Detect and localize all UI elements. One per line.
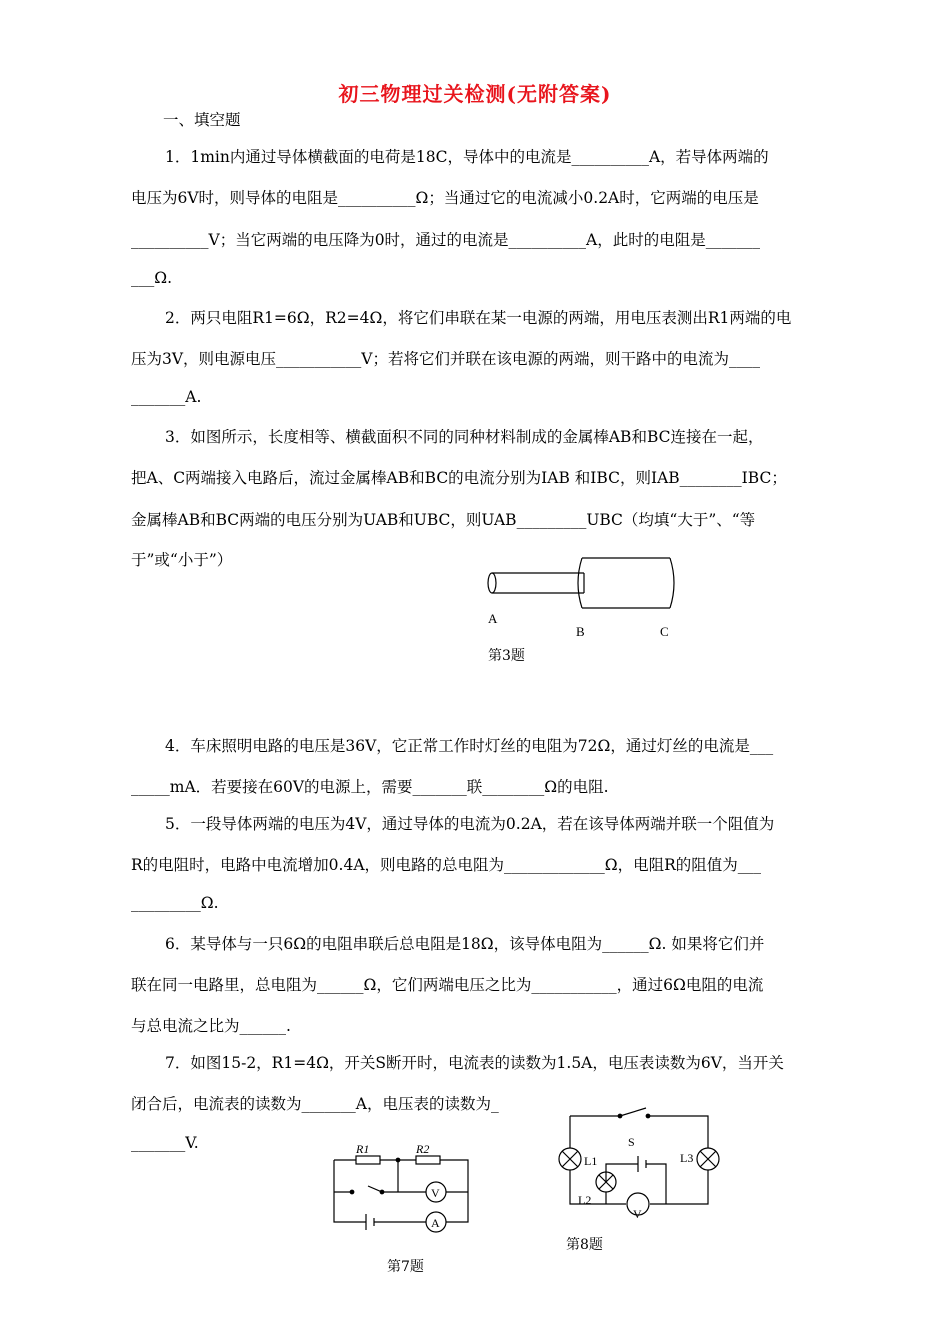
figure-8-caption: 第8题 (566, 1237, 603, 1253)
q1-line-3: __________V；当它两端的电压降为0时，通过的电流是__________A，此时的电阻是_______ (131, 231, 761, 249)
page-title: 初三物理过关检测(无附答案) (338, 82, 612, 106)
ammeter-label: A (431, 1216, 440, 1230)
section-heading: 一、填空题 (163, 111, 241, 129)
label-a: A (488, 611, 498, 626)
q3-line-2: 把A、C两端接入电路后，流过金属棒AB和BC的电流分别为IAB 和IBC，则IAB________IBC； (131, 469, 787, 487)
figure-7-circuit (328, 1140, 478, 1240)
q7-line-2: 闭合后，电流表的读数为_______A，电压表的读数为_ (131, 1095, 499, 1113)
q3-line-4: 于”或“小于”） (131, 551, 233, 569)
q1-line-2: 电压为6V时，则导体的电阻是__________Ω；当通过它的电流减小0.2A时，它两端的电压是 (131, 189, 759, 207)
q3-line-1: 3．如图所示，长度相等、横截面积不同的同种材料制成的金属棒AB和BC连接在一起， (165, 428, 764, 446)
figure-3-rods (484, 552, 684, 639)
r1-label: R1 (356, 1142, 370, 1156)
q4-line-2: _____mA．若要接在60V的电源上，需要_______联________Ω的电阻. (131, 778, 609, 796)
q2-line-2: 压为3V，则电源电压___________V；若将它们并联在该电源的两端，则干路中的电流为____ (131, 350, 761, 368)
q4-line-1: 4．车床照明电路的电压是36V，它正常工作时灯丝的电阻为72Ω，通过灯丝的电流是___ (165, 737, 774, 755)
q6-line-1: 6．某导体与一只6Ω的电阻串联后总电阻是18Ω，该导体电阻为______Ω. 如果将它们并 (165, 935, 765, 953)
voltmeter-label: V (431, 1186, 440, 1200)
q2-line-3: _______A. (131, 388, 202, 406)
q7-line-1: 7．如图15-2，R1=4Ω，开关S断开时，电流表的读数为1.5A，电压表读数为6V，当开关 (165, 1054, 784, 1072)
q5-line-3: _________Ω. (131, 894, 219, 912)
q3-line-3: 金属棒AB和BC两端的电压分别为UAB和UBC，则UAB_________UBC（均填“大于”、“等 (131, 511, 756, 529)
label-c: C (660, 624, 669, 639)
switch-label: S (628, 1135, 635, 1149)
q5-line-1: 5．一段导体两端的电压为4V，通过导体的电流为0.2A，若在该导体两端并联一个阻值为 (165, 815, 775, 833)
q7-line-3: _______V. (131, 1134, 199, 1152)
l2-label: L2 (578, 1193, 592, 1207)
l1-label: L1 (584, 1154, 598, 1168)
voltmeter-8-label: V (633, 1207, 642, 1221)
l3-label: L3 (680, 1151, 694, 1165)
figure-8-circuit (556, 1104, 724, 1220)
q5-line-2: R的电阻时，电路中电流增加0.4A，则电路的总电阻为_____________Ω，电阻R的阻值为___ (131, 856, 762, 874)
label-b: B (576, 624, 585, 639)
figure-7-caption: 第7题 (387, 1259, 424, 1275)
q1-line-4: ___Ω. (131, 269, 173, 287)
r2-label: R2 (416, 1142, 430, 1156)
q6-line-3: 与总电流之比为______. (131, 1017, 291, 1035)
q2-line-1: 2．两只电阻R1=6Ω，R2=4Ω，将它们串联在某一电源的两端，用电压表测出R1两端的电 (165, 309, 792, 327)
q6-line-2: 联在同一电路里，总电阻为______Ω，它们两端电压之比为___________，通过6Ω电阻的电流 (131, 976, 764, 994)
figure-3-caption: 第3题 (488, 648, 525, 664)
q1-line-1: 1．1min内通过导体横截面的电荷是18C，导体中的电流是__________A，若导体两端的 (165, 148, 769, 166)
